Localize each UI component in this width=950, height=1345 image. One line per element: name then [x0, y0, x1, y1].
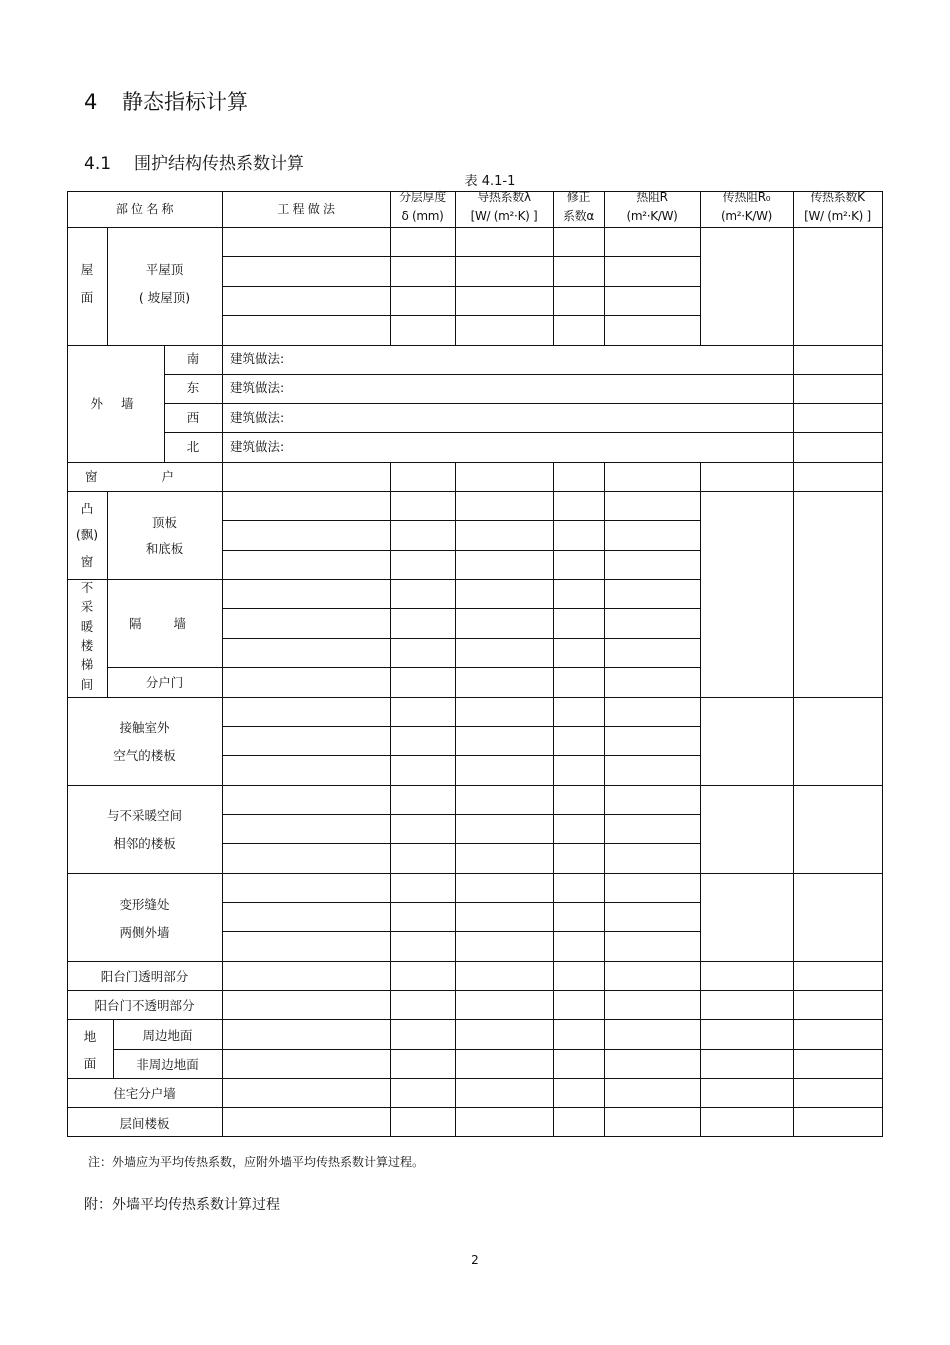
bay-group-label: (飘) [75, 527, 99, 542]
wall-east-label: 东 [186, 380, 200, 395]
balcony-transparent-label: 阳台门透明部分 [100, 969, 189, 984]
section-number: 4 [84, 90, 98, 114]
interfloor-label: 层间楼板 [119, 1116, 170, 1131]
ground-perimeter-label: 周边地面 [142, 1028, 193, 1043]
stair-group-label: 不 [80, 580, 94, 595]
ground-group-label: 地 [83, 1029, 97, 1044]
stair-group-label: 楼 [80, 638, 94, 653]
table-caption: 表 4.1-1 [464, 174, 516, 189]
stair-group-label: 采 [80, 599, 94, 614]
stair-partition-label: 隔 墙 [129, 616, 200, 631]
header-correction-2: 系数α [562, 209, 594, 223]
header-coefficient-2: [W/ (m²·K) ] [804, 209, 871, 223]
header-conductivity-2: [W/ (m²·K) ] [470, 209, 538, 223]
wall-method-south: 建筑做法: [230, 351, 285, 366]
header-conductivity-1: 导热系数λ [477, 190, 531, 204]
bay-group-label: 窗 [80, 554, 94, 569]
joint-wall-label: 变形缝处 [119, 897, 170, 912]
header-part: 部 位 名 称 [115, 202, 174, 216]
stair-door-label: 分户门 [145, 675, 184, 690]
section-title: 静态指标计算 [122, 90, 248, 114]
balcony-opaque-label: 阳台门不透明部分 [94, 998, 195, 1013]
table-note: 注：外墙应为平均传热系数，应附外墙平均传热系数计算过程。 [88, 1155, 425, 1169]
wall-north-label: 北 [186, 439, 200, 454]
stair-group-label: 梯 [80, 657, 94, 672]
outdoor-floor-label: 接触室外 [119, 720, 170, 735]
header-total-resistance-2: (m²·K/W) [720, 209, 773, 223]
header-thickness-1: 分层厚度 [399, 190, 446, 204]
wall-method-north: 建筑做法: [230, 439, 285, 454]
header-coefficient-1: 传热系数K [810, 190, 865, 204]
subsection-number: 4.1 [84, 154, 112, 174]
wall-south-label: 南 [186, 351, 200, 366]
roof-item-label: 平屋顶 [145, 262, 184, 277]
wall-method-east: 建筑做法: [230, 380, 285, 395]
stair-group-label: 暖 [80, 619, 94, 634]
header-total-resistance-1: 传热阻R₀ [722, 190, 771, 204]
window-label: 窗 户 [85, 469, 204, 484]
wall-method-west: 建筑做法: [230, 410, 285, 425]
subsection-title: 围护结构传热系数计算 [134, 154, 304, 174]
wall-west-label: 西 [186, 410, 200, 425]
bay-item-label: 和底板 [145, 541, 184, 556]
annex-title: 附：外墙平均传热系数计算过程 [84, 1197, 280, 1213]
unheated-floor-label: 与不采暖空间 [106, 808, 182, 823]
party-wall-label: 住宅分户墙 [113, 1086, 176, 1101]
bay-group-label: 凸 [80, 501, 94, 516]
header-correction-1: 修正 [566, 190, 591, 204]
header-resistance-2: (m²·K/W) [626, 209, 678, 223]
roof-group-label: 屋 [80, 262, 94, 277]
header-method: 工 程 做 法 [277, 202, 335, 216]
page-number: 2 [471, 1253, 479, 1267]
outdoor-floor-label: 空气的楼板 [113, 748, 176, 763]
joint-wall-label: 两侧外墙 [119, 925, 170, 940]
ground-nonperimeter-label: 非周边地面 [136, 1057, 199, 1072]
roof-group-label: 面 [80, 290, 94, 305]
wall-group-label: 外 墙 [90, 396, 141, 411]
bay-item-label: 顶板 [151, 515, 177, 530]
roof-item-label: ( 坡屋顶) [138, 290, 191, 305]
ground-group-label: 面 [83, 1056, 97, 1071]
unheated-floor-label: 相邻的楼板 [113, 836, 176, 851]
header-thickness-2: δ (mm) [401, 209, 444, 223]
stair-group-label: 间 [80, 677, 94, 692]
header-resistance-1: 热阻R [636, 190, 668, 204]
